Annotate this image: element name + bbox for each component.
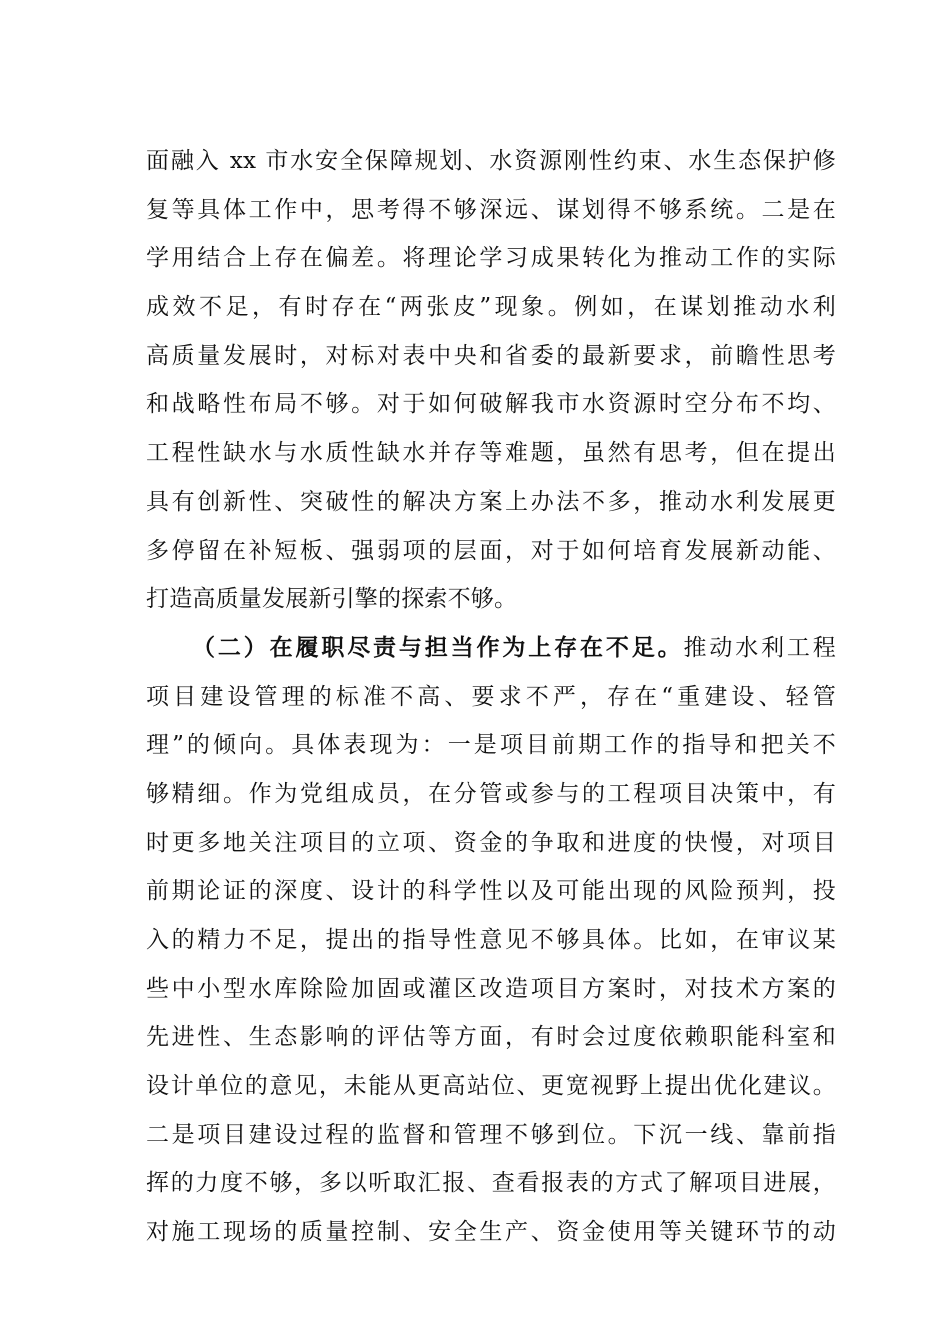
text-line: 理”的倾向。具体表现为：一是项目前期工作的指导和把关不 — [146, 732, 836, 759]
text-line: 时更多地关注项目的立项、资金的争取和进度的快慢，对项目 — [146, 829, 836, 856]
text-line: 复等具体工作中，思考得不够深远、谋划得不够系统。二是在 — [146, 196, 836, 223]
paragraph-2 — [146, 624, 836, 1257]
text-line: 和战略性布局不够。对于如何破解我市水资源时空分布不均、 — [146, 391, 836, 418]
text-line: 入的精力不足，提出的指导性意见不够具体。比如，在审议某 — [146, 927, 836, 953]
text-line: 高质量发展时，对标对表中央和省委的最新要求，前瞻性思考 — [146, 342, 836, 369]
heading-line-rest: 推动水利工程 — [683, 634, 836, 661]
text-line: 先进性、生态影响的评估等方面，有时会过度依赖职能科室和 — [146, 1024, 836, 1051]
text-line: 些中小型水库除险加固或灌区改造项目方案时，对技术方案的 — [146, 975, 836, 1002]
text-line: 工程性缺水与水质性缺水并存等难题，虽然有思考，但在提出 — [146, 440, 836, 467]
section-heading: （二）在履职尽责与担当作为上存在不足。 — [192, 633, 684, 661]
section-heading-line — [146, 624, 836, 673]
text-line: 设计单位的意见，未能从更高站位、更宽视野上提出优化建议。 — [146, 1073, 836, 1100]
text-line: 对施工现场的质量控制、安全生产、资金使用等关键环节的动 — [146, 1219, 836, 1246]
text-line: 项目建设管理的标准不高、要求不严，存在“重建设、轻管 — [146, 683, 836, 710]
text-line: 二是项目建设过程的监督和管理不够到位。下沉一线、靠前指 — [146, 1121, 836, 1148]
paragraph-1 — [146, 137, 836, 624]
text-line: 打造高质量发展新引擎的探索不够。 — [146, 586, 518, 613]
text-line: 学用结合上存在偏差。将理论学习成果转化为推动工作的实际 — [146, 245, 836, 272]
text-line: 挥的力度不够，多以听取汇报、查看报表的方式了解项目进展， — [146, 1170, 836, 1197]
text-line: 够精细。作为党组成员，在分管或参与的工程项目决策中，有 — [146, 780, 836, 807]
text-line: 具有创新性、突破性的解决方案上办法不多，推动水利发展更 — [146, 488, 836, 515]
text-line: 前期论证的深度、设计的科学性以及可能出现的风险预判，投 — [146, 878, 836, 905]
body-text — [146, 137, 836, 1257]
text-line: 多停留在补短板、强弱项的层面，对于如何培育发展新动能、 — [146, 537, 836, 564]
text-line: 面融入 xx 市水安全保障规划、水资源刚性约束、水生态保护修 — [146, 148, 836, 174]
text-line: 成效不足，有时存在“两张皮”现象。例如，在谋划推动水利 — [146, 294, 836, 321]
